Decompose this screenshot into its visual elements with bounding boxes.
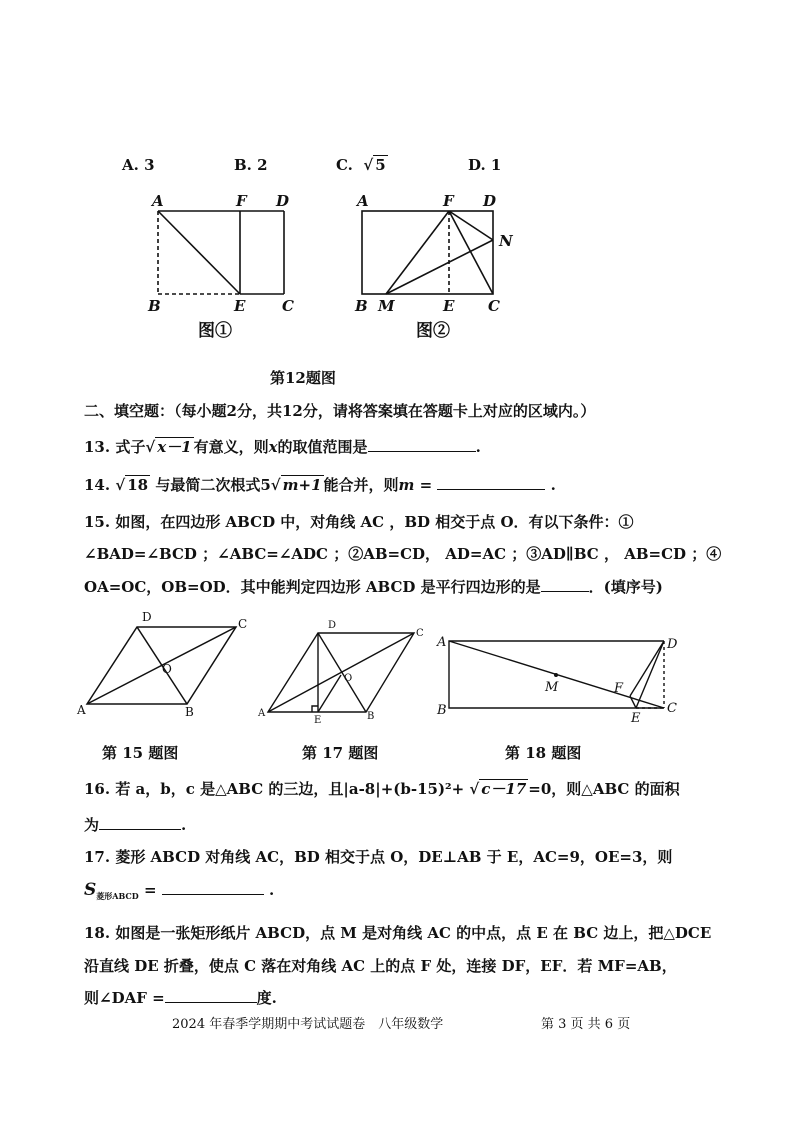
fig12-1-label-e: E bbox=[234, 297, 246, 315]
fig12-2-rect bbox=[362, 211, 493, 294]
fig18-caption: 第 18 题图 bbox=[505, 744, 582, 762]
q17-s-symbol: S bbox=[84, 880, 97, 900]
q14-radicand-1: 18 bbox=[127, 476, 149, 494]
q17-s-subscript: 菱形ABCD bbox=[96, 891, 139, 901]
q14-prefix: 14. bbox=[84, 476, 111, 494]
figure-17 bbox=[268, 633, 414, 712]
q15-line-2: ∠BAD=∠BCD ；∠ABC=∠ADC ；②AB=CD， AD=AC ；③AD∥BC ， AB=CD ；④ bbox=[84, 545, 722, 563]
question-13 bbox=[84, 436, 481, 457]
q13-answer-blank[interactable] bbox=[368, 437, 476, 452]
q15-answer-blank[interactable] bbox=[541, 577, 589, 592]
fig12-2-label-d: D bbox=[483, 192, 497, 210]
option-c-radicand: 5 bbox=[375, 156, 386, 174]
fig12-1-label-f: F bbox=[236, 192, 247, 210]
option-a: A. 3 bbox=[122, 156, 155, 174]
q15-line-3b: ．(填序号) bbox=[588, 578, 663, 596]
fig17-label-c: C bbox=[416, 628, 424, 639]
fig17-line-oe bbox=[318, 675, 341, 712]
q16-line-1b: =0，则△ABC 的面积 bbox=[528, 780, 680, 798]
option-b: B. 2 bbox=[234, 156, 268, 174]
q16-answer-blank[interactable] bbox=[99, 815, 181, 830]
q13-prefix: 13. 式子 bbox=[84, 438, 146, 456]
fig17-right-angle-mark bbox=[312, 706, 318, 712]
figure-12-2 bbox=[362, 211, 493, 294]
q14-radicand-2: m+1 bbox=[282, 476, 322, 494]
fig17-caption: 第 17 题图 bbox=[302, 744, 379, 762]
q17-eq: = bbox=[143, 881, 157, 899]
option-c-radical: √ 5 bbox=[358, 156, 386, 174]
option-c-prefix: C. bbox=[336, 156, 353, 174]
q18-line-3 bbox=[84, 987, 277, 1008]
figures-15-17-18 bbox=[0, 610, 794, 730]
fig18-fold-de bbox=[636, 641, 664, 708]
fig12-caption-1: 图① bbox=[198, 321, 232, 341]
q16-line-1a: 16. 若 a，b，c 是△ABC 的三边，且|a-8|+(b-15)²+ bbox=[84, 780, 465, 798]
footer-page-number: 第 3 页 共 6 页 bbox=[541, 1017, 631, 1032]
section-2-heading: 二、填空题：（每小题2分，共12分，请将答案填在答题卡上对应的区域内。） bbox=[84, 402, 596, 420]
fig17-label-a: A bbox=[258, 708, 266, 719]
question-14 bbox=[84, 474, 556, 495]
fig12-1-label-a: A bbox=[152, 192, 164, 210]
q18-line-3a: 则∠DAF = bbox=[84, 989, 165, 1007]
q18-line-1: 18. 如图是一张矩形纸片 ABCD，点 M 是对角线 AC 的中点，点 E 在 BC 边上，把△DCE bbox=[84, 924, 712, 942]
fig12-2-label-c: C bbox=[488, 297, 500, 315]
figure-12 bbox=[0, 0, 794, 400]
q15-line-1: 15. 如图，在四边形 ABCD 中，对角线 AC ，BD 相交于点 O．有以下条件：① bbox=[84, 513, 634, 531]
q16-line-2b: . bbox=[181, 816, 187, 834]
q15-line-3 bbox=[84, 576, 663, 597]
fig12-1-fold-ae bbox=[158, 211, 240, 294]
fig12-2-line-fn bbox=[449, 211, 493, 240]
q14-radical-1: √ 18 bbox=[115, 476, 149, 494]
fig12-2-line-mn bbox=[386, 240, 493, 294]
q15-line-3a: OA=OC，OB=OD．其中能判定四边形 ABCD 是平行四边形的是 bbox=[84, 578, 541, 596]
figure-12-1 bbox=[158, 211, 284, 294]
q14-radical-2: √ m+1 bbox=[270, 476, 322, 494]
fig17-label-b: B bbox=[367, 711, 375, 722]
fig17-diagonal-ac bbox=[268, 633, 414, 712]
q18-line-3b: 度. bbox=[256, 989, 277, 1007]
q13-suffix: 的取值范围是 bbox=[277, 438, 368, 456]
fig12-caption-2: 图② bbox=[416, 321, 450, 341]
q13-end: . bbox=[475, 438, 481, 456]
q18-line-2: 沿直线 DE 折叠，使点 C 落在对角线 AC 上的点 F 处，连接 DF，EF．若 MF=AB， bbox=[84, 957, 677, 975]
fig18-label-d: D bbox=[667, 637, 678, 652]
q13-radical: √ x－1 bbox=[145, 438, 192, 456]
fig15-label-c: C bbox=[238, 617, 248, 631]
fig12-2-line-fc bbox=[449, 211, 493, 294]
q17-line-2 bbox=[84, 880, 274, 902]
q13-mid: 有意义，则 bbox=[193, 438, 269, 456]
fig15-label-o: O bbox=[162, 662, 172, 676]
fig15-label-d: D bbox=[142, 610, 152, 624]
fig17-label-d: D bbox=[328, 620, 337, 631]
q17-end: . bbox=[268, 881, 275, 899]
q17-answer-blank[interactable] bbox=[162, 880, 264, 895]
fig12-title: 第12题图 bbox=[270, 369, 336, 387]
q16-line-1 bbox=[84, 778, 680, 799]
fig12-2-line-fm bbox=[386, 211, 449, 294]
q16-line-2 bbox=[84, 814, 186, 835]
fig18-label-a: A bbox=[437, 635, 447, 650]
q16-radicand: c－17 bbox=[481, 780, 527, 798]
fig18-label-m: M bbox=[545, 680, 559, 695]
q13-var: x bbox=[268, 438, 278, 456]
fig12-2-label-a: A bbox=[357, 192, 369, 210]
fig12-2-label-n: N bbox=[499, 232, 513, 250]
q14-end: . bbox=[550, 476, 556, 494]
q14-answer-blank[interactable] bbox=[437, 475, 545, 490]
option-d: D. 1 bbox=[468, 156, 502, 174]
q16-radical: √ c－17 bbox=[469, 780, 527, 798]
fig18-label-e: E bbox=[631, 711, 641, 726]
q16-line-2a: 为 bbox=[84, 816, 100, 834]
fig15-caption: 第 15 题图 bbox=[102, 744, 179, 762]
q14-suffix: 能合并，则 bbox=[323, 476, 399, 494]
fig18-label-b: B bbox=[437, 703, 447, 718]
fig18-label-f: F bbox=[614, 681, 624, 696]
fig17-label-o: O bbox=[344, 673, 353, 684]
q13-radicand: x－1 bbox=[157, 438, 192, 456]
q18-answer-blank[interactable] bbox=[165, 988, 257, 1003]
fig12-1-label-c: C bbox=[282, 297, 294, 315]
footer-exam-title: 2024 年春季学期期中考试试题卷 八年级数学 bbox=[172, 1017, 444, 1032]
fig12-1-label-d: D bbox=[276, 192, 290, 210]
fig18-label-c: C bbox=[667, 701, 677, 716]
fig15-label-a: A bbox=[77, 703, 86, 717]
q17-line-1: 17. 菱形 ABCD 对角线 AC，BD 相交于点 O，DE⊥AB 于 E，AC=9，OE=3，则 bbox=[84, 848, 673, 866]
fig15-label-b: B bbox=[185, 705, 194, 719]
fig18-point-m bbox=[554, 673, 558, 677]
q14-var: m = bbox=[398, 476, 433, 494]
fig12-2-label-m: M bbox=[378, 297, 395, 315]
fig17-label-e: E bbox=[314, 715, 322, 726]
fig18-line-df bbox=[630, 641, 664, 696]
q14-mid: 与最简二次根式5 bbox=[155, 476, 271, 494]
fig12-2-label-f: F bbox=[443, 192, 454, 210]
fig12-1-label-b: B bbox=[148, 297, 161, 315]
fig12-2-label-b: B bbox=[355, 297, 368, 315]
fig12-2-label-e: E bbox=[443, 297, 455, 315]
